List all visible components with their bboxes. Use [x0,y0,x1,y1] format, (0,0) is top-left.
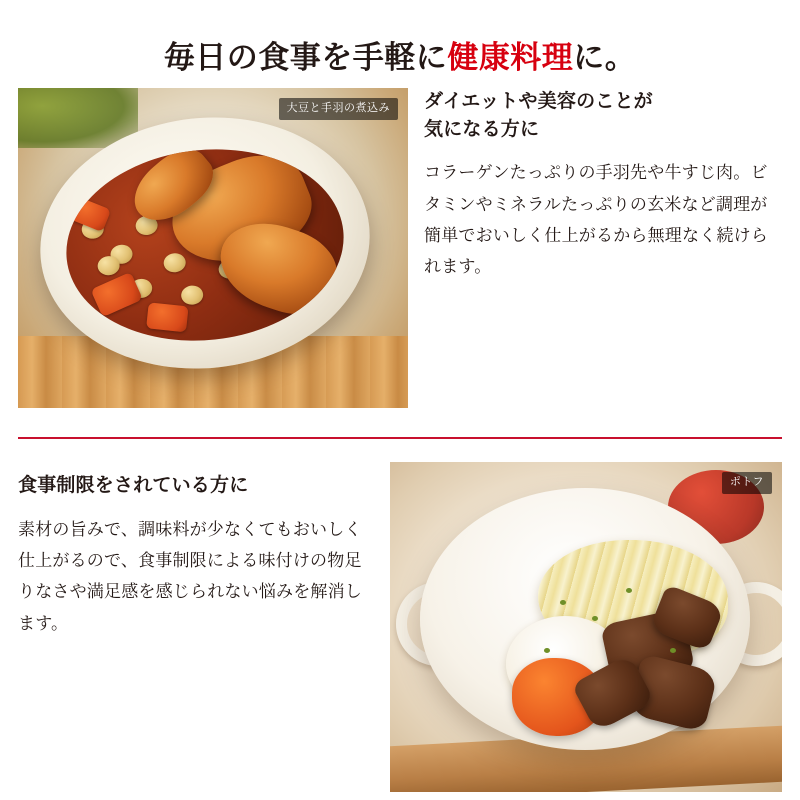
top-subtitle [424,88,784,143]
bottom-section [0,462,800,792]
photo-bowl-decor [420,488,750,750]
page-title-prefix: 毎日の食事を手軽に [163,39,448,75]
section-divider [18,437,782,439]
bottom-text-column [18,472,363,639]
bottom-body-text: 素材の旨みで、調味料が少なくてもおいしく仕上がるので、食事制限による味付けの物足りなさや満足感を感じられない悩みを解消します。 [18,519,362,633]
top-body-text: コラーゲンたっぷりの手羽先や牛すじ肉。ビタミンやミネラルたっぷりの玄米など調理が簡単でおいしく仕上がるから無理なく続けられます。 [424,163,768,277]
page-title-accent: 健康料理 [447,39,574,75]
top-text-column [424,88,784,283]
bottom-subtitle: 食事制限をされている方に [18,475,249,496]
page-title [0,39,800,76]
photo-caption: ポトフ [722,472,772,494]
photo-caption: 大豆と手羽の煮込み [279,98,399,120]
top-section [0,88,800,426]
top-subtitle-line2: 気になる方に [424,118,540,140]
soybean-chicken-photo [18,88,408,408]
potofu-photo [390,462,782,792]
page-title-suffix: に。 [573,39,637,75]
top-subtitle-line1: ダイエットや美容のことが [424,91,653,112]
